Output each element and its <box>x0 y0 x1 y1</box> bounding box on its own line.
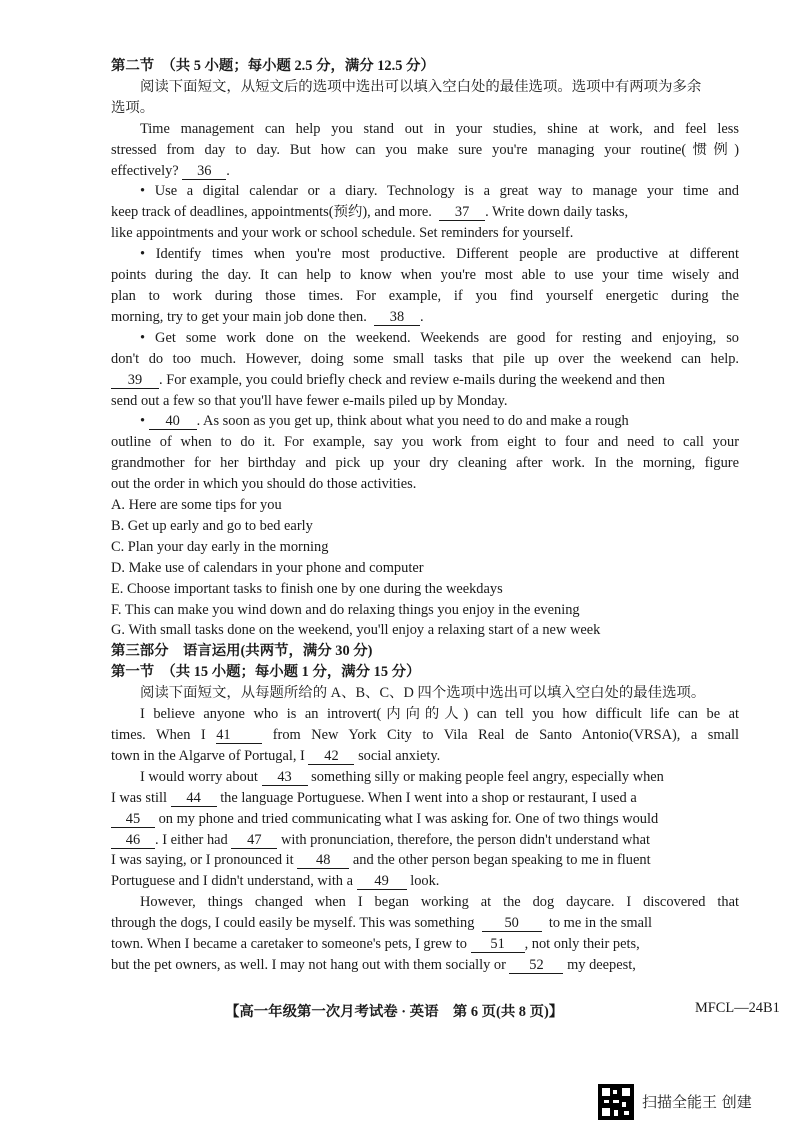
blank-47: 47 <box>231 833 277 849</box>
blank-41: 41 <box>216 728 262 744</box>
passage-line: • 40 . As soon as you get up, think about what you need to do and make a rough <box>140 413 629 430</box>
passage-line: 39 . For example, you could briefly check and review e-mails during the weekend and then <box>111 370 739 391</box>
passage-line: 46 . I either had 47 with pronunciation, therefore, the person didn't understand what <box>111 830 739 851</box>
exam-page <box>111 56 739 976</box>
passage-line: grandmother for her birthday and pick up your dry cleaning after work. In the morning, figure <box>111 455 739 472</box>
blank-50: 50 <box>482 916 542 932</box>
passage-line: send out a few so that you'll have fewer e-mails piled up by Monday. <box>111 392 508 409</box>
passage-line: However, things changed when I began working at the dog daycare. I discovered that <box>140 894 739 911</box>
option-g: G. With small tasks done on the weekend, you'll enjoy a relaxing start of a new week <box>111 622 601 639</box>
passage-line: times. When I 41 from New York City to Vila Real de Santo Antonio(VRSA), a small <box>111 727 739 743</box>
passage-line: I was still 44 the language Portuguese. When I went into a shop or restaurant, I used a <box>111 789 637 806</box>
blank-49: 49 <box>357 874 407 890</box>
passage-line: I was saying, or I pronounced it 48 and the other person began speaking to me in fluent <box>111 852 651 869</box>
section2-header: 第二节 （共 5 小题；每小题 2.5 分，满分 12.5 分） <box>111 58 435 74</box>
blank-51: 51 <box>471 937 525 953</box>
passage-line: Portuguese and I didn't understand, with a 49 look. <box>111 873 440 890</box>
part3-section1-header: 第一节 （共 15 小题；每小题 1 分，满分 15 分） <box>111 664 421 681</box>
passage-line: I would worry about 43 something silly or making people feel angry, especially when <box>140 768 664 785</box>
passage-line: outline of when to do it. For example, say you work from eight to four and need to call your <box>111 434 739 451</box>
option-f: F. This can make you wind down and do relaxing things you enjoy in the evening <box>111 601 580 618</box>
blank-42: 42 <box>308 749 354 765</box>
option-b: B. Get up early and go to bed early <box>111 517 313 534</box>
passage-line: • Use a digital calendar or a diary. Technology is a great way to manage your time and <box>140 183 739 200</box>
passage-line: don't do too much. However, doing some small tasks that pile up over the weekend can help. <box>111 350 739 367</box>
blank-39: 39 <box>111 373 159 389</box>
passage-line: morning, try to get your main job done then. 38 . <box>111 308 424 325</box>
qr-code-icon <box>598 1084 634 1120</box>
footer-text: 【高一年级第一次月考试卷 · 英语 第 6 页(共 8 页)】 <box>225 1004 564 1020</box>
option-e: E. Choose important tasks to finish one by one during the weekdays <box>111 580 503 597</box>
passage-line: town in the Algarve of Portugal, I 42 social anxiety. <box>111 747 441 764</box>
option-c: C. Plan your day early in the morning <box>111 538 329 555</box>
passage-line: keep track of deadlines, appointments(预约), and more. 37 . Write down daily tasks, <box>111 204 629 221</box>
page-footer <box>225 1000 780 1021</box>
blank-37: 37 <box>439 205 485 221</box>
passage-line: town. When I became a caretaker to someone's pets, I grew to 51 , not only their pets, <box>111 936 640 953</box>
blank-46: 46 <box>111 833 155 849</box>
passage-line: out the order in which you should do those activities. <box>111 476 417 493</box>
passage-line: through the dogs, I could easily be myself. This was something 50 to me in the small <box>111 915 652 932</box>
blank-45: 45 <box>111 812 155 828</box>
passage-line: stressed from day to day. But how can you make sure you're managing your routine(惯例) <box>111 141 739 158</box>
passage-line: I believe anyone who is an introvert(内向的人) can tell you how difficult life can be at <box>140 706 739 723</box>
passage-line: effectively? 36 . <box>111 162 230 179</box>
section2-instruction-line2: 选项。 <box>111 99 155 116</box>
passage-line: but the pet owners, as well. I may not hang out with them socially or 52 my deepest, <box>111 956 636 973</box>
part3-instruction: 阅读下面短文，从每题所给的 A、B、C、D 四个选项中选出可以填入空白处的最佳选项。 <box>140 685 706 702</box>
passage-line: • Get some work done on the weekend. Weekends are good for resting and enjoying, so <box>140 329 739 346</box>
blank-38: 38 <box>374 310 420 326</box>
passage-line: plan to work during those times. For example, if you find yourself energetic during the <box>111 287 739 304</box>
blank-52: 52 <box>509 958 563 974</box>
scanner-watermark: 扫描全能王 创建 <box>642 1093 752 1111</box>
passage-line: Time management can help you stand out in your studies, shine at work, and feel less <box>140 120 739 137</box>
blank-40: 40 <box>149 414 197 430</box>
option-a: A. Here are some tips for you <box>111 497 282 514</box>
blank-36: 36 <box>182 164 226 180</box>
blank-48: 48 <box>297 853 349 869</box>
passage-line: like appointments and your work or school schedule. Set reminders for yourself. <box>111 225 574 242</box>
passage-line: • Identify times when you're most productive. Different people are productive at different <box>140 246 739 263</box>
passage-line: points during the day. It can help to know when you're most able to use your time wisely and <box>111 267 739 284</box>
blank-44: 44 <box>171 791 217 807</box>
footer-code: MFCL—24B1 <box>695 1000 780 1016</box>
section2-instruction-line1: 阅读下面短文，从短文后的选项中选出可以填入空白处的最佳选项。选项中有两项为多余 <box>140 78 702 95</box>
option-d: D. Make use of calendars in your phone and computer <box>111 559 424 576</box>
blank-43: 43 <box>262 770 308 786</box>
passage-line: 45 on my phone and tried communicating what I was asking for. One of two things would <box>111 809 739 830</box>
part3-header: 第三部分 语言运用(共两节，满分 30 分) <box>111 643 373 660</box>
